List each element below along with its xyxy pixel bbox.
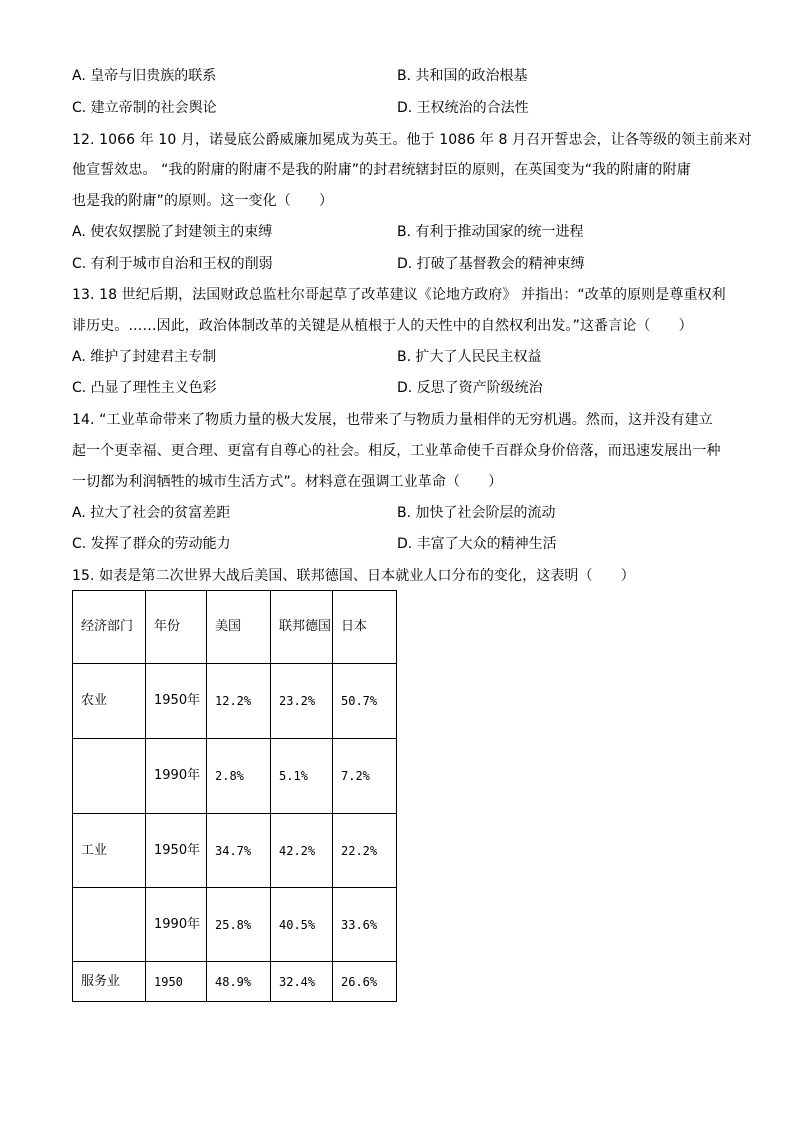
q13-option-d: D. 反思了资产阶级统治 — [397, 380, 543, 396]
header-cell: 经济部门 — [73, 591, 146, 664]
q14-option-d: D. 丰富了大众的精神生活 — [397, 536, 557, 552]
table-cell: 40.5% — [271, 888, 333, 962]
table-cell: 1950年 — [146, 664, 207, 739]
table-cell: 23.2% — [271, 664, 333, 739]
employment-distribution-table — [72, 590, 397, 1002]
q14-stem-line-3: 一切都为利润牺牲的城市生活方式”。材料意在强调工业革命（ ） — [72, 474, 503, 490]
q14-stem-line-2: 起一个更幸福、更合理、更富有自尊心的社会。相反，工业革命使千百群众身价倍落，而迅速发展出一种 — [72, 443, 721, 459]
table-cell: 12.2% — [207, 664, 271, 739]
table-cell: 32.4% — [271, 962, 333, 1002]
table-cell: 48.9% — [207, 962, 271, 1002]
q13-option-b: B. 扩大了人民民主权益 — [397, 349, 542, 365]
header-cell: 年份 — [146, 591, 207, 664]
q12-option-c: C. 有利于城市自治和王权的削弱 — [72, 256, 273, 272]
q14-stem-line-1: 14. “工业革命带来了物质力量的极大发展，也带来了与物质力量相伴的无穷机遇。然而，这并没有建立 — [72, 412, 713, 428]
table-cell: 5.1% — [271, 739, 333, 814]
q15-stem: 15. 如表是第二次世界大战后美国、联邦德国、日本就业人口分布的变化，这表明（ ） — [72, 568, 635, 584]
table-cell: 22.2% — [333, 814, 397, 888]
q11-option-c: C. 建立帝制的社会舆论 — [72, 100, 217, 116]
q11-option-b: B. 共和国的政治根基 — [397, 68, 528, 84]
q11-option-d: D. 王权统治的合法性 — [397, 100, 529, 116]
table-cell: 1990年 — [146, 888, 207, 962]
table-header-row — [73, 591, 397, 664]
table-cell: 25.8% — [207, 888, 271, 962]
table-row — [73, 962, 397, 1002]
table-cell — [73, 888, 146, 962]
q13-option-a: A. 维护了封建君主专制 — [72, 349, 217, 365]
table-cell: 34.7% — [207, 814, 271, 888]
table-cell: 33.6% — [333, 888, 397, 962]
table-cell: 7.2% — [333, 739, 397, 814]
table-cell: 1950 — [146, 962, 207, 1002]
q13-option-c: C. 凸显了理性主义色彩 — [72, 380, 217, 396]
table-cell: 农业 — [73, 664, 146, 739]
table-cell: 服务业 — [73, 962, 146, 1002]
table-cell: 工业 — [73, 814, 146, 888]
header-cell: 美国 — [207, 591, 271, 664]
table-cell: 1990年 — [146, 739, 207, 814]
table-cell: 2.8% — [207, 739, 271, 814]
q12-stem-line-1: 12. 1066 年 10 月，诺曼底公爵威廉加冕成为英王。他于 1086 年 8 月召开誓忠会，让各等级的领主前来对 — [72, 132, 752, 148]
q11-option-a: A. 皇帝与旧贵族的联系 — [72, 68, 217, 84]
q12-option-d: D. 打破了基督教会的精神束缚 — [397, 256, 585, 272]
q12-stem-line-2: 他宣誓效忠。 “我的附庸的附庸不是我的附庸”的封君统辖封臣的原则，在英国变为“我的附庸的附庸 — [72, 162, 691, 178]
table-cell: 50.7% — [333, 664, 397, 739]
table-row — [73, 739, 397, 814]
q12-stem-line-3: 也是我的附庸”的原则。这一变化（ ） — [72, 193, 334, 209]
table-cell: 26.6% — [333, 962, 397, 1002]
header-cell: 日本 — [333, 591, 397, 664]
q13-stem-line-2: 诽历史。……因此，政治体制改革的关键是从植根于人的天性中的自然权利出发。”这番言论（ ） — [72, 318, 693, 334]
q12-option-b: B. 有利于推动国家的统一进程 — [397, 224, 584, 240]
header-cell: 联邦德国 — [271, 591, 333, 664]
q14-option-a: A. 拉大了社会的贫富差距 — [72, 505, 231, 521]
table-cell — [73, 739, 146, 814]
table-row — [73, 814, 397, 888]
q14-option-c: C. 发挥了群众的劳动能力 — [72, 536, 231, 552]
table-cell: 1950年 — [146, 814, 207, 888]
q12-option-a: A. 使农奴摆脱了封建领主的束缚 — [72, 224, 273, 240]
table-row — [73, 888, 397, 962]
q14-option-b: B. 加快了社会阶层的流动 — [397, 505, 556, 521]
table-row — [73, 664, 397, 739]
table-cell: 42.2% — [271, 814, 333, 888]
q13-stem-line-1: 13. 18 世纪后期，法国财政总监杜尔哥起草了改革建议《论地方政府》 并指出：“改革的原则是尊重权利 — [72, 287, 726, 303]
